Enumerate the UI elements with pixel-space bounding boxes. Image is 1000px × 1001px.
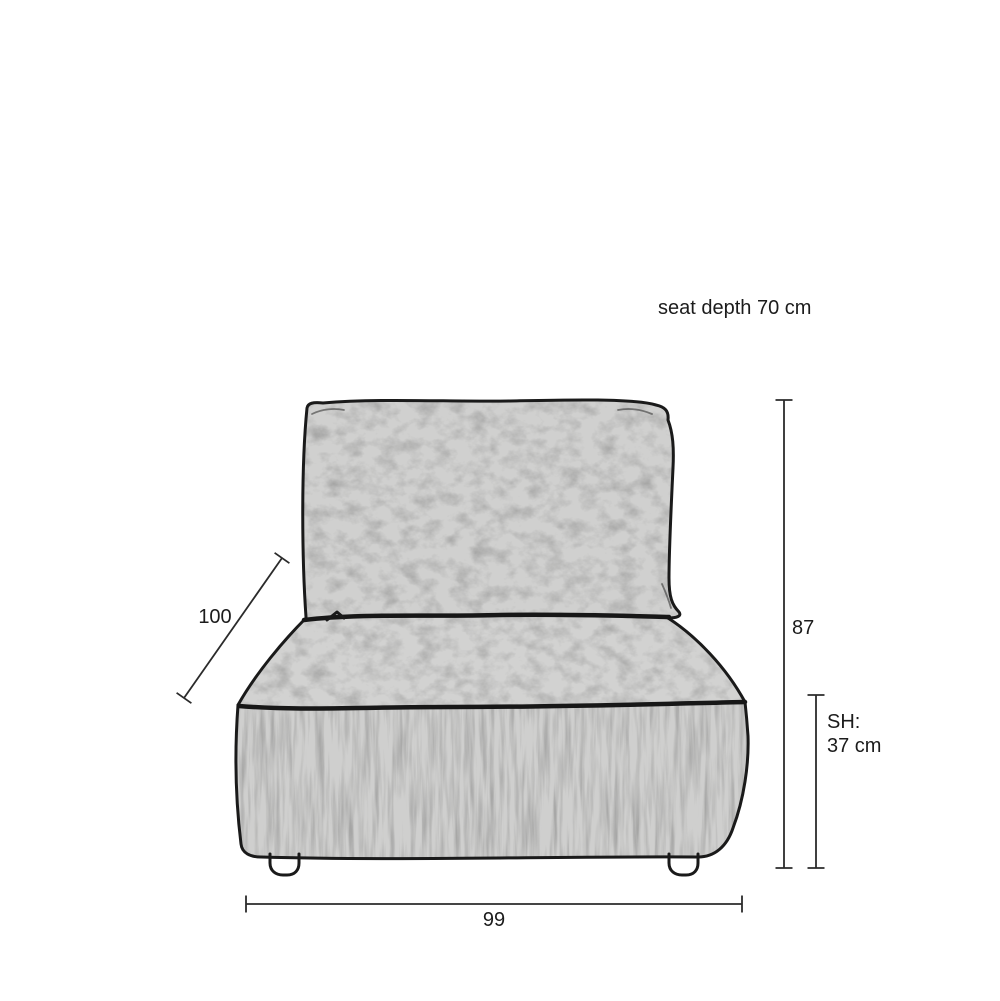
label-width-99: 99 bbox=[482, 909, 506, 931]
label-seat-depth: seat depth 70 cm bbox=[658, 297, 812, 319]
dimension-line-seat-height bbox=[808, 695, 825, 868]
sofa-base bbox=[236, 702, 748, 859]
label-seat-height-prefix: SH: bbox=[827, 711, 861, 733]
back-cushion bbox=[303, 400, 680, 618]
seat-cushion bbox=[238, 618, 745, 707]
sofa-illustration bbox=[236, 400, 748, 875]
label-seat-height-value: 37 cm bbox=[827, 735, 882, 757]
label-height-87: 87 bbox=[792, 617, 815, 639]
dimension-line-height-87 bbox=[776, 400, 793, 868]
label-depth-100: 100 bbox=[198, 606, 232, 628]
